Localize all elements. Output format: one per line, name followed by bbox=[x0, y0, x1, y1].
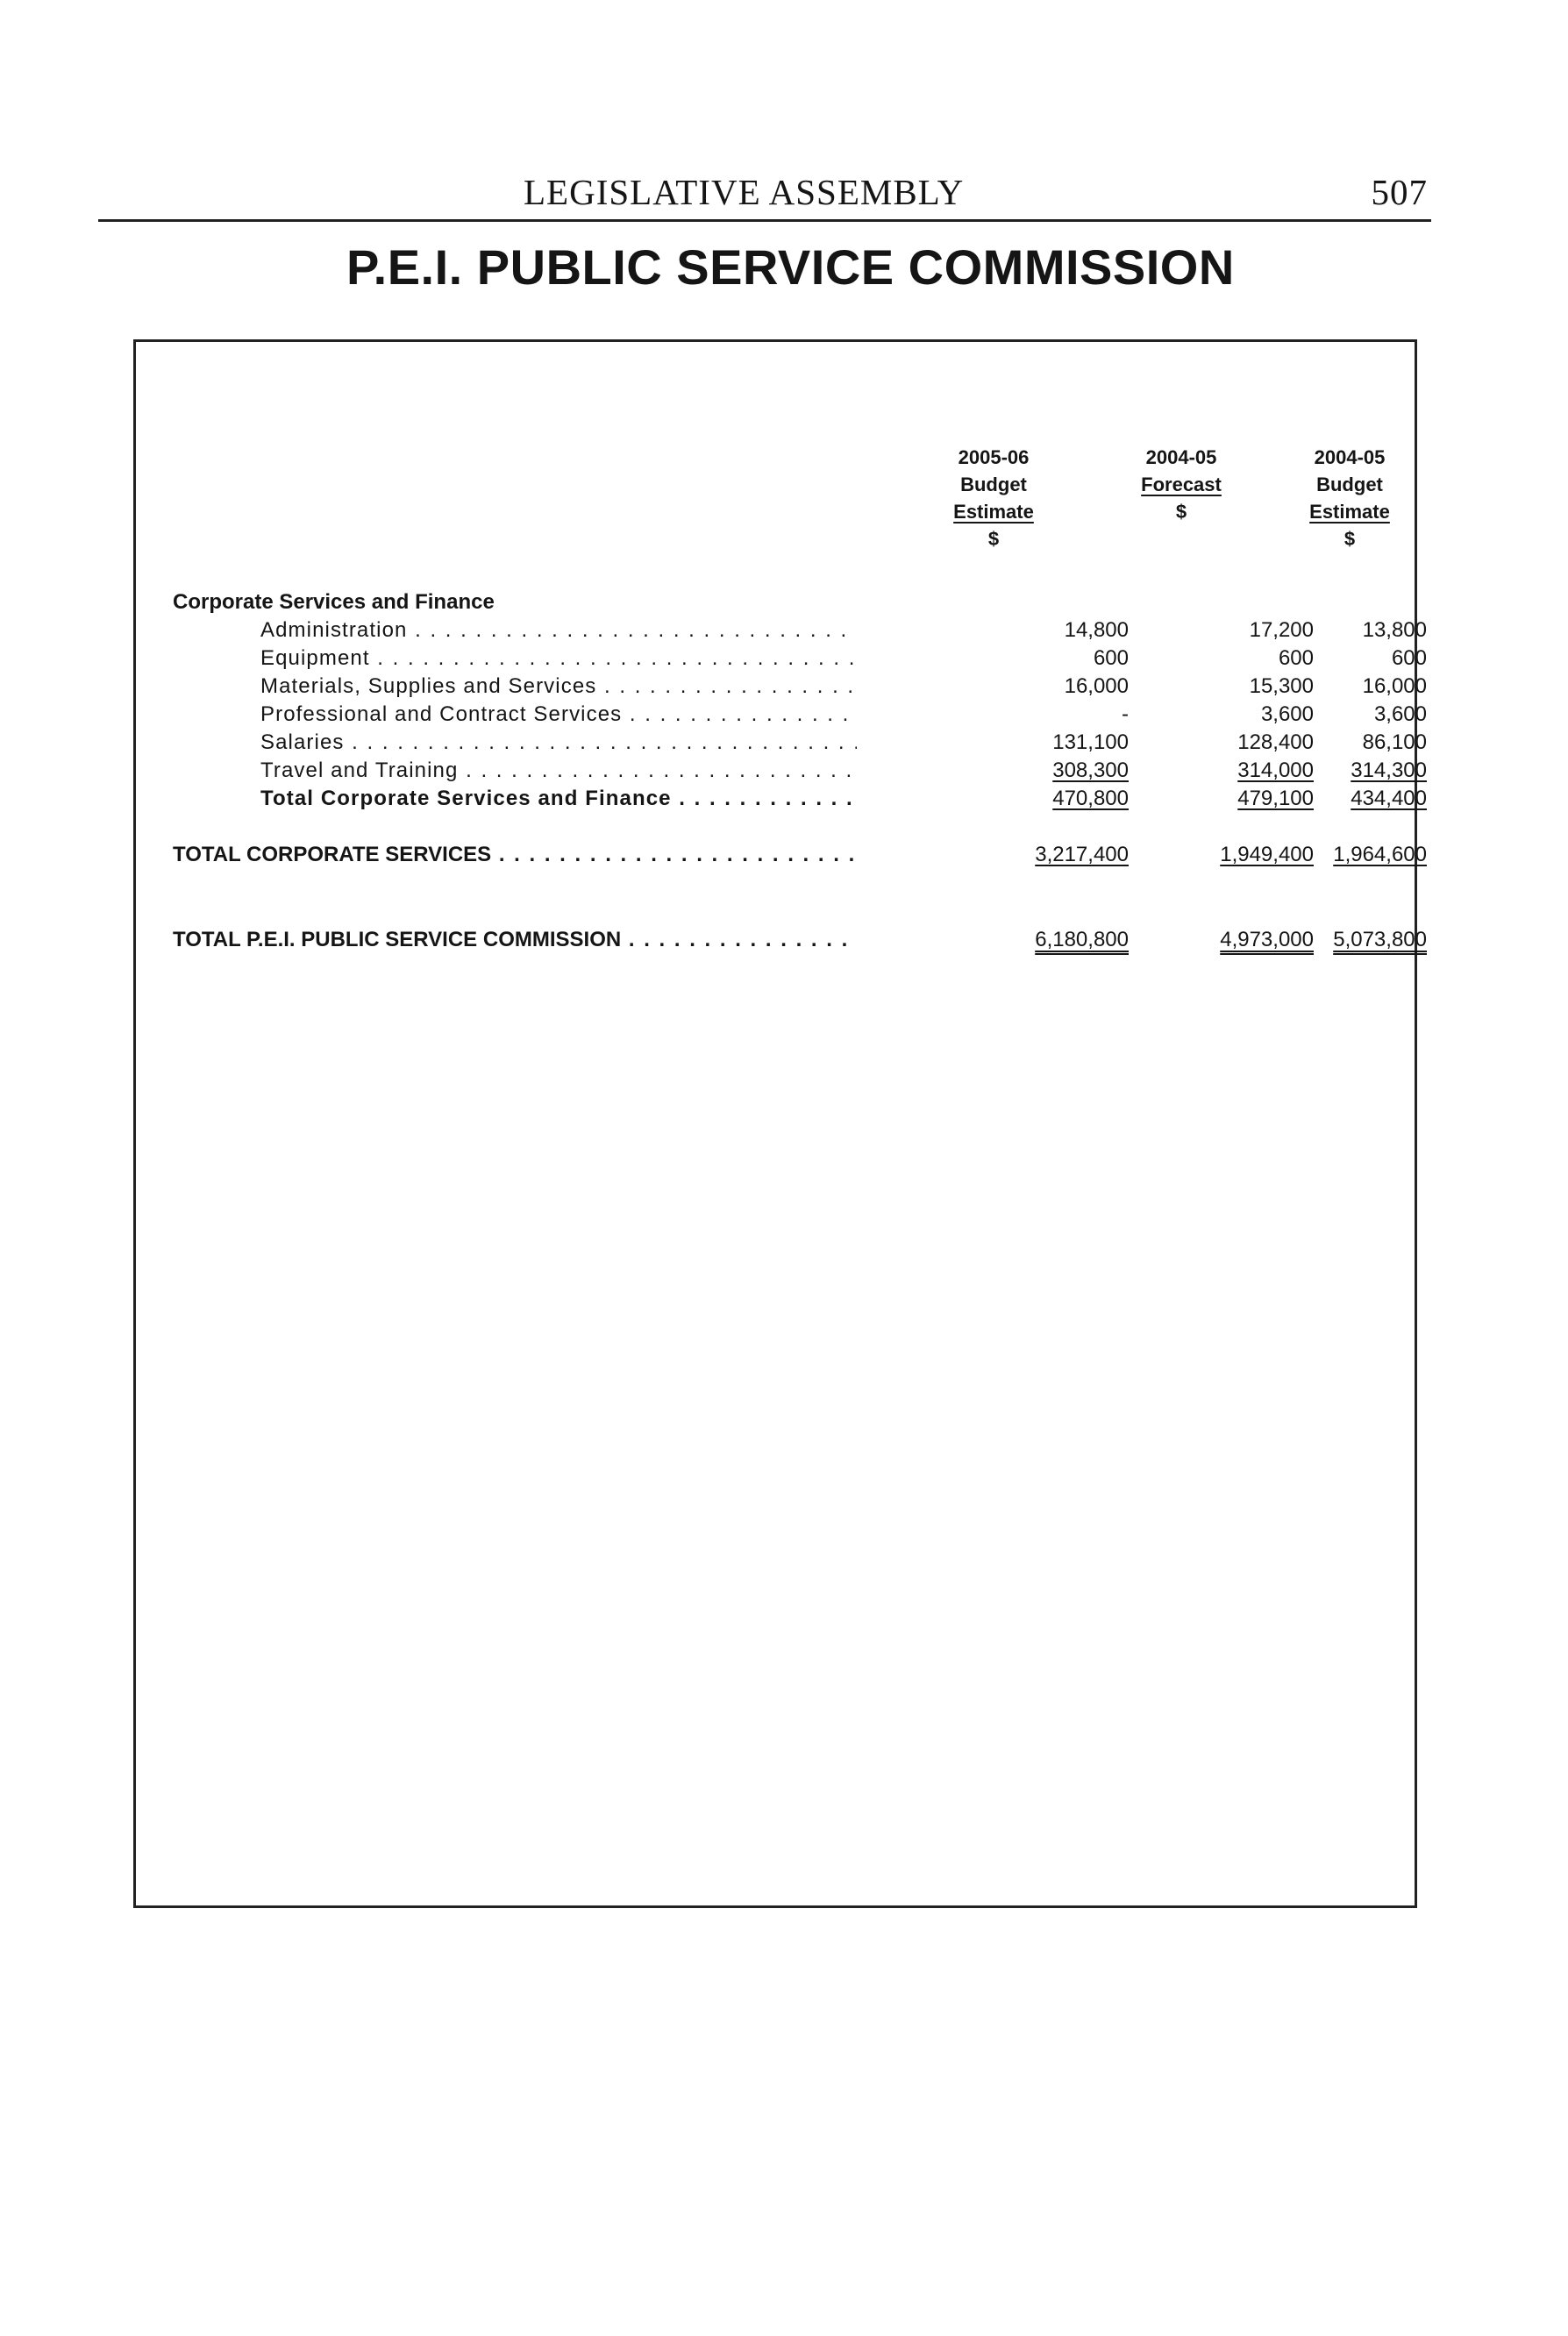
row-value-2005-06: 308,300 bbox=[1052, 758, 1129, 782]
row-value-2005-06: - bbox=[1122, 702, 1129, 726]
row-label: Salaries . . . bbox=[260, 730, 857, 755]
column-header-type: Budget bbox=[960, 474, 1027, 495]
page-title: P.E.I. PUBLIC SERVICE COMMISSION bbox=[346, 239, 1235, 295]
column-header-currency: $ bbox=[1175, 501, 1187, 523]
column-header-2004-05-budget-estimate bbox=[1271, 444, 1429, 552]
row-value-2004-05-estimate: 5,073,800 bbox=[1333, 928, 1427, 951]
grand-total-row bbox=[173, 928, 1427, 956]
row-value-2004-05-estimate: 3,600 bbox=[1373, 702, 1427, 726]
column-header-label: Estimate bbox=[953, 501, 1034, 523]
table-row bbox=[173, 758, 1427, 787]
row-value-2005-06: 131,100 bbox=[1052, 730, 1129, 754]
row-value-2005-06: 3,217,400 bbox=[1035, 843, 1129, 866]
table-row bbox=[173, 646, 1427, 674]
column-header-currency: $ bbox=[987, 528, 1000, 550]
budget-table bbox=[133, 339, 1427, 1908]
row-value-2004-05-estimate: 434,400 bbox=[1351, 787, 1427, 810]
row-label: Total Corporate Services and Finance . . . bbox=[260, 787, 857, 811]
row-value-2004-05-estimate: 1,964,600 bbox=[1333, 843, 1427, 866]
row-label: Materials, Supplies and Services . . . bbox=[260, 674, 857, 699]
row-value-2004-05-estimate: 16,000 bbox=[1362, 674, 1427, 698]
row-value-2005-06: 14,800 bbox=[1064, 618, 1129, 642]
page-number: 507 bbox=[1371, 172, 1428, 212]
column-header-year: 2004-05 bbox=[1314, 446, 1386, 468]
row-value-2004-05-forecast: 1,949,400 bbox=[1220, 843, 1314, 866]
row-label: Equipment . . . bbox=[260, 646, 857, 671]
row-label: Professional and Contract Services . . . bbox=[260, 702, 857, 727]
row-value-2004-05-forecast: 17,200 bbox=[1249, 618, 1314, 642]
row-label: Travel and Training . . . bbox=[260, 758, 857, 783]
table-row bbox=[173, 674, 1427, 702]
subtotal-row bbox=[173, 787, 1427, 815]
column-header-label: Forecast bbox=[1141, 474, 1222, 495]
total-corporate-services-row bbox=[173, 843, 1427, 871]
row-value-2004-05-forecast: 479,100 bbox=[1237, 787, 1314, 810]
section-heading-row bbox=[173, 590, 1392, 618]
row-value-2004-05-estimate: 600 bbox=[1391, 646, 1427, 670]
row-value-2004-05-forecast: 4,973,000 bbox=[1220, 928, 1314, 951]
row-value-2004-05-estimate: 314,300 bbox=[1351, 758, 1427, 782]
row-value-2005-06: 600 bbox=[1093, 646, 1129, 670]
row-value-2004-05-estimate: 86,100 bbox=[1362, 730, 1427, 754]
row-value-2004-05-forecast: 314,000 bbox=[1237, 758, 1314, 782]
column-header-type: 2004-05 bbox=[1145, 446, 1217, 468]
column-header-year: 2005-06 bbox=[958, 446, 1030, 468]
table-row bbox=[173, 730, 1427, 758]
table-row bbox=[173, 702, 1427, 730]
row-value-2004-05-estimate: 13,800 bbox=[1362, 618, 1427, 642]
row-value-2004-05-forecast: 15,300 bbox=[1249, 674, 1314, 698]
table-row bbox=[173, 618, 1427, 646]
row-label: TOTAL P.E.I. PUBLIC SERVICE COMMISSION . . . bbox=[173, 928, 857, 952]
row-value-2004-05-forecast: 128,400 bbox=[1237, 730, 1314, 754]
column-header-type: Budget bbox=[1316, 474, 1383, 495]
row-value-2005-06: 6,180,800 bbox=[1035, 928, 1129, 951]
running-head-title: LEGISLATIVE ASSEMBLY bbox=[524, 172, 965, 212]
row-label: Administration . . . bbox=[260, 618, 857, 643]
row-value-2005-06: 16,000 bbox=[1064, 674, 1129, 698]
section-heading: Corporate Services and Finance bbox=[173, 590, 495, 614]
column-header-2004-05-forecast bbox=[1102, 444, 1260, 525]
running-head bbox=[98, 168, 1431, 222]
column-header-currency: $ bbox=[1343, 528, 1356, 550]
row-value-2004-05-forecast: 600 bbox=[1278, 646, 1314, 670]
column-header-label: Estimate bbox=[1309, 501, 1390, 523]
column-header-2005-06-budget-estimate bbox=[915, 444, 1073, 552]
row-label: TOTAL CORPORATE SERVICES . . . bbox=[173, 843, 857, 867]
row-value-2004-05-forecast: 3,600 bbox=[1260, 702, 1314, 726]
row-value-2005-06: 470,800 bbox=[1052, 787, 1129, 810]
